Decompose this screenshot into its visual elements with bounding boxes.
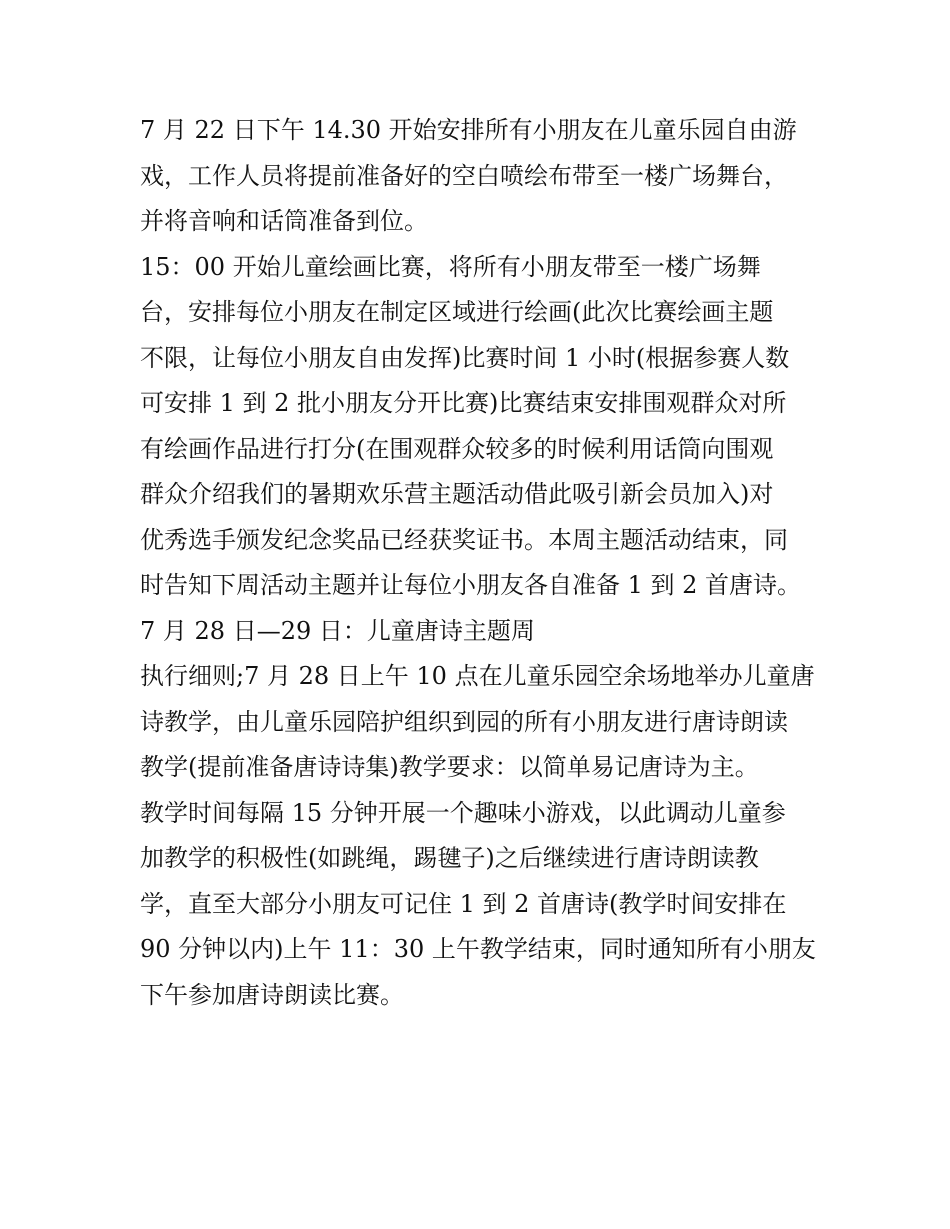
text-line: 诗教学，由儿童乐园陪护组织到园的所有小朋友进行唐诗朗读 — [140, 707, 788, 736]
section-heading: 7 月 28 日—29 日：儿童唐诗主题周 — [140, 616, 535, 645]
text-line: 时告知下周活动主题并让每位小朋友各自准备 1 到 2 首唐诗。 — [140, 571, 802, 599]
text-line: 15：00 开始儿童绘画比赛，将所有小朋友带至一楼广场舞 — [140, 252, 761, 281]
text-line: 加教学的积极性(如跳绳，踢毽子)之后继续进行唐诗朗读教 — [140, 844, 759, 872]
text-line: 执行细则;7 月 28 日上午 10 点在儿童乐园空余场地举办儿童唐 — [140, 662, 815, 690]
text-line: 戏，工作人员将提前准备好的空白喷绘布带至一楼广场舞台， — [140, 161, 788, 190]
text-line: 教学(提前准备唐诗诗集)教学要求：以简单易记唐诗为主。 — [140, 753, 759, 781]
text-line: 可安排 1 到 2 批小朋友分开比赛)比赛结束安排围观群众对所 — [140, 389, 787, 417]
text-line: 教学时间每隔 15 分钟开展一个趣味小游戏，以此调动儿童参 — [140, 798, 786, 827]
text-line: 90 分钟以内)上午 11：30 上午教学结束，同时通知所有小朋友 — [140, 935, 816, 963]
text-line: 有绘画作品进行打分(在围观群众较多的时候利用话筒向围观 — [140, 434, 774, 463]
text-line: 并将音响和话筒准备到位。 — [140, 207, 428, 235]
text-line: 下午参加唐诗朗读比赛。 — [140, 980, 404, 1009]
text-line: 群众介绍我们的暑期欢乐营主题活动借此吸引新会员加入)对 — [140, 480, 774, 508]
text-line: 学，直至大部分小朋友可记住 1 到 2 首唐诗(教学时间安排在 — [140, 889, 787, 918]
text-line: 台，安排每位小朋友在制定区域进行绘画(此次比赛绘画主题 — [140, 298, 774, 326]
text-line: 优秀选手颁发纪念奖品已经获奖证书。本周主题活动结束，同 — [140, 525, 788, 554]
document-body — [140, 108, 840, 1018]
text-line: 7 月 22 日下午 14.30 开始安排所有小朋友在儿童乐园自由游 — [140, 116, 797, 144]
text-line: 不限，让每位小朋友自由发挥)比赛时间 1 小时(根据参赛人数 — [140, 343, 790, 372]
